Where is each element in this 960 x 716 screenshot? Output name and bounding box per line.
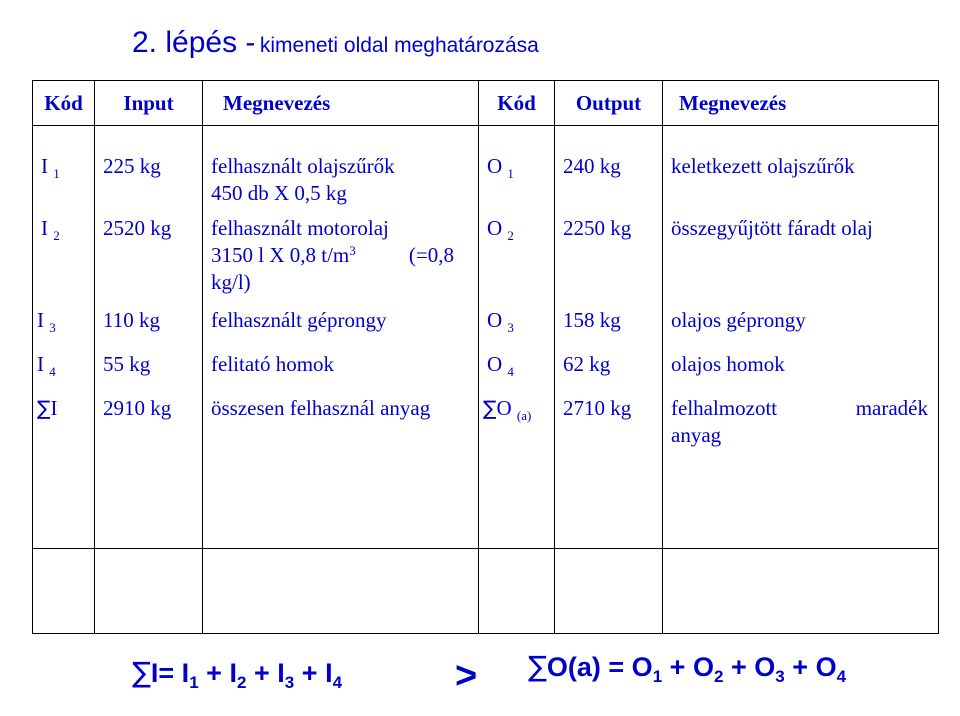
header-megnevezes-input: Megnevezés — [203, 81, 479, 126]
greater-than-sign: > — [455, 655, 478, 697]
empty-cell — [555, 549, 663, 634]
in-qty-1: 225 kg — [103, 154, 161, 178]
header-input: Input — [95, 81, 203, 126]
header-row — [33, 81, 939, 126]
col-output-code — [479, 126, 555, 549]
empty-cell — [95, 549, 203, 634]
out-name-4: olajos homok — [671, 352, 785, 376]
out-name-3: olajos géprongy — [671, 308, 806, 332]
out-qty-1: 240 kg — [563, 154, 621, 178]
in-name-3: felhasznált géprongy — [211, 308, 387, 332]
empty-cell — [663, 549, 939, 634]
out-code-sum: ∑O $_{(a)}$ — [483, 396, 532, 423]
in-name-4: felitató homok — [211, 352, 335, 376]
in-qty-3: 110 kg — [103, 308, 160, 332]
sigma-icon: ∑ — [528, 650, 547, 683]
in-name-1: felhasznált olajszűrők 450 db X 0,5 kg — [211, 154, 395, 205]
header-kod-output: Kód — [479, 81, 555, 126]
col-input-name — [203, 126, 479, 549]
empty-cell — [33, 549, 95, 634]
out-name-2: összegyűjtött fáradt olaj — [671, 216, 873, 240]
in-name-2: felhasznált motorolaj 3150 l X 0,8 $t/m^3$ (=0,8 kg/l) — [211, 216, 454, 294]
out-name-1: keletkezett olajszűrők — [671, 154, 855, 178]
formula-input-sum: $\sum I= I_1 + I_2 + I_3 + I_4$ — [132, 656, 343, 692]
empty-cell — [479, 549, 555, 634]
col-output-qty — [555, 126, 663, 549]
empty-row — [33, 549, 939, 634]
sigma-icon: ∑ — [37, 396, 51, 420]
header-kod-input: Kód — [33, 81, 95, 126]
sigma-icon: ∑ — [483, 396, 497, 420]
in-code-1: I $_1$ — [41, 154, 60, 181]
slide-title — [132, 26, 539, 60]
in-code-4: I $_4$ — [37, 352, 56, 379]
empty-cell — [203, 549, 479, 634]
in-code-2: I $_2$ — [41, 216, 60, 243]
out-qty-2: 2250 kg — [563, 216, 632, 240]
title-step: 2. lépés - — [132, 26, 256, 59]
content-row — [33, 126, 939, 549]
out-code-4: O $_4$ — [487, 352, 514, 379]
in-qty-sum: 2910 kg — [103, 396, 172, 420]
in-code-sum: ∑I — [37, 396, 58, 420]
formula-output-sum: $\sum O(a) = O_1 + O_2 + O_3 + O_4$ — [528, 650, 847, 686]
col-input-code — [33, 126, 95, 549]
out-name-sum: felhalmozott maradék anyag — [671, 396, 928, 447]
out-qty-4: 62 kg — [563, 352, 611, 376]
title-subtitle: kimeneti oldal meghatározása — [259, 34, 539, 57]
balance-table — [32, 80, 939, 634]
in-qty-4: 55 kg — [103, 352, 151, 376]
col-output-name — [663, 126, 939, 549]
in-code-3: I $_3$ — [37, 308, 56, 335]
out-code-2: O $_2$ — [487, 216, 514, 243]
out-code-1: O $_1$ — [487, 154, 514, 181]
out-qty-sum: 2710 kg — [563, 396, 632, 420]
out-code-3: O $_3$ — [487, 308, 514, 335]
in-qty-2: 2520 kg — [103, 216, 172, 240]
in-name-sum: összesen felhasznál anyag — [211, 396, 431, 420]
header-output: Output — [555, 81, 663, 126]
header-megnevezes-output: Megnevezés — [663, 81, 939, 126]
sigma-icon: ∑ — [132, 656, 151, 689]
out-qty-3: 158 kg — [563, 308, 621, 332]
col-input-qty — [95, 126, 203, 549]
